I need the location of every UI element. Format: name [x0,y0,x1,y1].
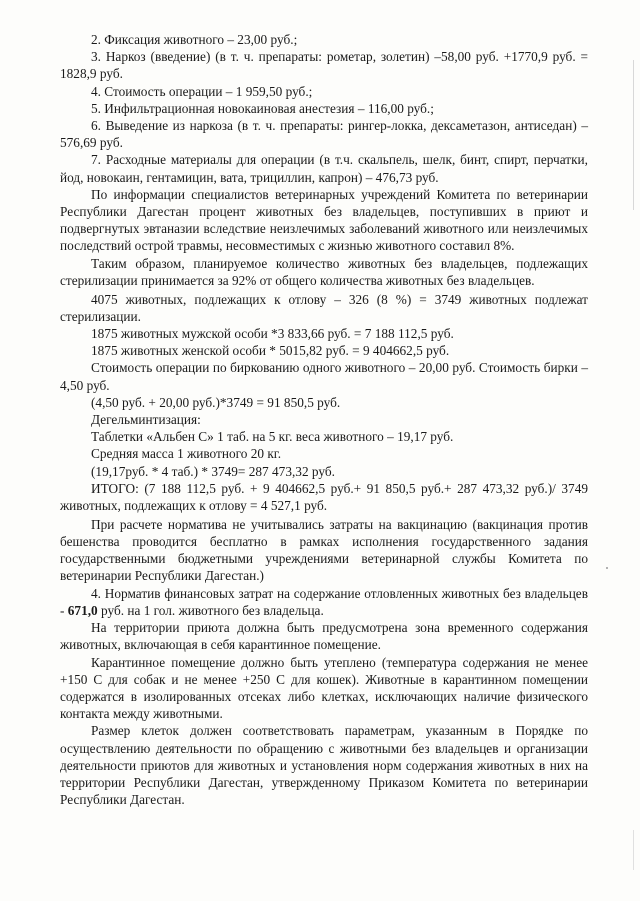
paragraph-specialists: По информации специалистов ветеринарных учреждений Комитета по ветеринарии Республики Дагестан процент животных без владельцев, поступивших в приют и подвергнутых эвтаназии вследствие неизлечимых заболеваний животного или неизлечимых последствий острой травмы, несовместимых с жизнью животного составил 8%. [60,186,588,254]
total-line: ИТОГО: (7 188 112,5 руб. + 9 404662,5 руб.+ 91 850,5 руб.+ 287 473,32 руб.)/ 3749 животных, подлежащих к отлову = 4 527,1 руб. [60,480,588,514]
list-item-anesthesia: 3. Наркоз (введение) (в т. ч. препараты: рометар, золетин) –58,00 руб. +1770,9 руб. = 1828,9 руб. [60,49,588,82]
calc-female: 1875 животных женской особи * 5015,82 руб. = 9 404662,5 руб. [91,343,450,359]
list-item-fixation: 2. Фиксация животного – 23,00 руб.; [91,32,298,47]
list-item-materials: 7. Расходные материалы для операции (в т.ч. скальпель, шелк, бинт, спирт, перчатки, йод, новокаин, гентамицин, вата, трициллин, капрон) – 476,73 руб. [60,152,588,185]
list-item-infiltration: 5. Инфильтрационная новокаиновая анестезия – 116,00 руб.; [91,100,434,116]
deworming-total: (19,17руб. * 4 таб.) * 3749= 287 473,32 руб. [91,463,335,479]
scan-speck [606,567,608,569]
paragraph-cages: Размер клеток должен соответствовать параметрам, указанным в Порядке по осуществлению деятельности по обращению с животными без владельцев и организации деятельности приютов для животных и установления норм содержания животных в них на территории Республики Дагестан, утвержденному Приказом Комитета по ветеринарии Республики Дагестан. [60,723,588,808]
norm-value: 671,0 [67,602,98,618]
norm-prefix: 4. Норматив финансовых затрат на содержание отловленных животных без владельцев - [60,585,588,618]
paragraph-planned: Таким образом, планируемое количество животных без владельцев, подлежащих стерилизации принимается за 92% от общего количества животных без владельцев. [60,255,588,288]
list-item-operation-cost: 4. Стоимость операции – 1 959,50 руб.; [91,83,313,99]
calc-male: 1875 животных мужской особи *3 833,66 руб. = 7 188 112,5 руб. [91,326,454,342]
document-body [60,31,588,808]
deworming-mass: Средняя масса 1 животного 20 кг. [91,446,282,462]
deworming-title: Дегельминтизация: [91,412,201,428]
paragraph-quarantine: Карантинное помещение должно быть утеплено (температура содержания не менее +150 С для собак и не менее +250 С для кошек). Животные в карантинном помещении содержатся в изолированных отсеках либо клетках, исключающих наличие физического контакта между животными. [60,654,588,722]
norm-suffix: руб. на 1 гол. животного без владельца. [97,602,324,618]
paragraph-norm [60,585,588,619]
list-item-recovery: 6. Выведение из наркоза (в т. ч. препараты: рингер-локка, дексаметазон, антиседан) – 576,69 руб. [60,118,588,151]
calc-capture: 4075 животных, подлежащих к отлову – 326 (8 %) = 3749 животных подлежат стерилизации. [60,291,588,324]
scan-edge-mark-lower [633,830,634,870]
calc-tagging: Стоимость операции по биркованию одного животного – 20,00 руб. Стоимость бирки – 4,50 руб. [60,360,588,393]
scan-edge-mark [633,60,634,210]
paragraph-shelter-zone: На территории приюта должна быть предусмотрена зона временного содержания животных, включающая в себя карантинное помещение. [60,620,588,653]
paragraph-vaccination: При расчете норматива не учитывались затраты на вакцинацию (вакцинация против бешенства проводится бесплатно в рамках исполнения государственного задания государственными бюджетными учреждениями ветеринарной службы Комитета по ветеринарии Республики Дагестан.) [60,516,588,584]
calc-tagging-total: (4,50 руб. + 20,00 руб.)*3749 = 91 850,5 руб. [91,394,341,410]
deworming-tablets: Таблетки «Альбен С» 1 таб. на 5 кг. веса животного – 19,17 руб. [91,429,454,445]
